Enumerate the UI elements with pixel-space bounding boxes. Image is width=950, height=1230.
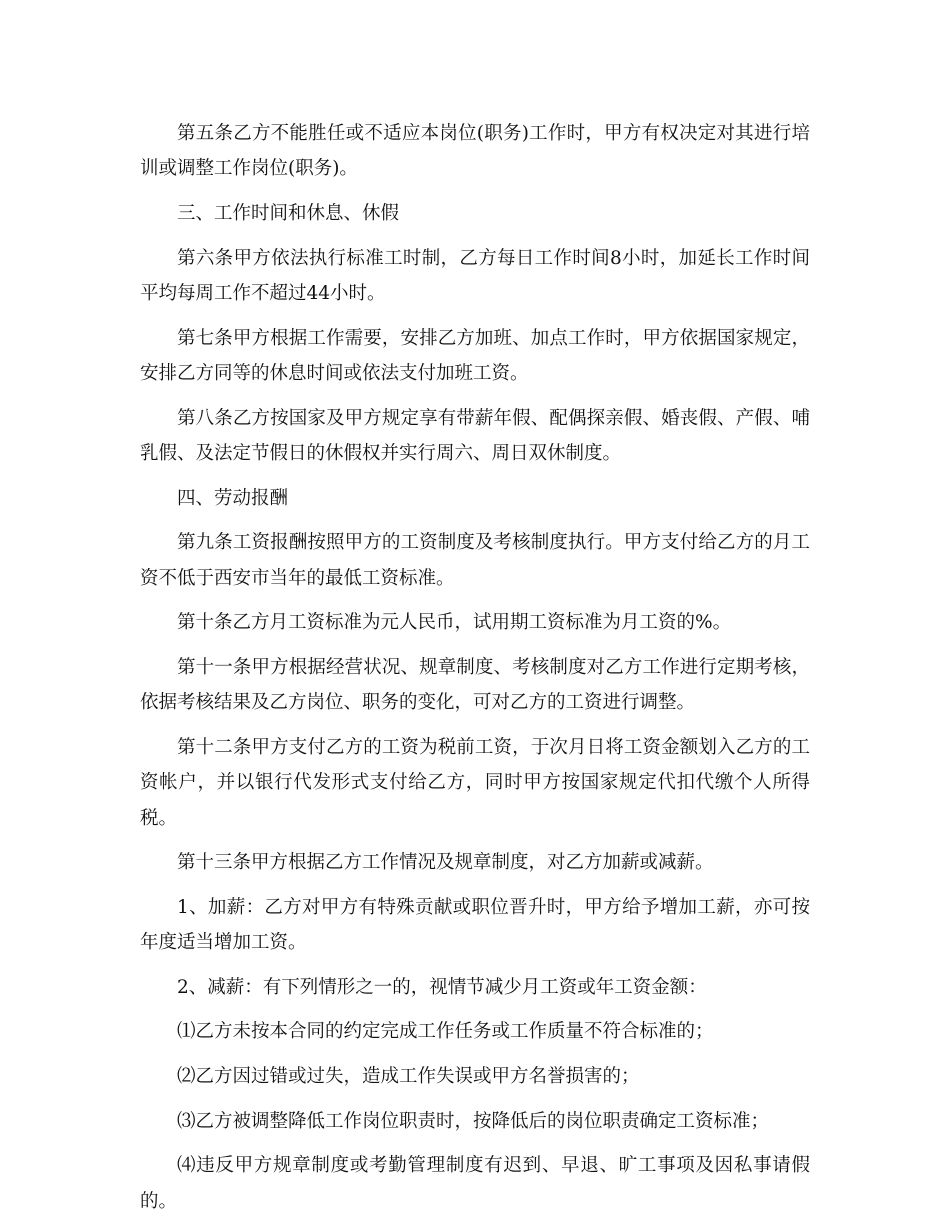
section-heading: 四、劳动报酬 — [177, 487, 289, 509]
sub-list-item: ⑴乙方未按本合同的约定完成工作任务或工作质量不符合标准的； — [177, 1021, 714, 1043]
paragraph: 第七条甲方根据工作需要，安排乙方加班、加点工作时，甲方依据国家规定，安排乙方同等的休息时间或依法支付加班工资。 — [140, 327, 810, 384]
sub-list-item: ⑵乙方因过错或过失，造成工作失误或甲方名誉损害的； — [177, 1065, 640, 1087]
sub-list-item: ⑶乙方被调整降低工作岗位职责时，按降低后的岗位职责确定工资标准； — [177, 1110, 770, 1132]
paragraph: 第五条乙方不能胜任或不适应本岗位(职务)工作时，甲方有权决定对其进行培训或调整工作岗位(职务)。 — [140, 123, 810, 180]
paragraph: 第十三条甲方根据乙方工作情况及规章制度，对乙方加薪或减薪。 — [177, 852, 714, 874]
list-item: 1、加薪：乙方对甲方有特殊贡献或职位晋升时，甲方给予增加工薪，亦可按年度适当增加工资。 — [140, 896, 810, 954]
paragraph: 第十条乙方月工资标准为元人民币，试用期工资标准为月工资的%。 — [177, 612, 732, 634]
paragraph: 第六条甲方依法执行标准工时制，乙方每日工作时间8小时，加延长工作时间平均每周工作不超过44小时。 — [140, 247, 810, 304]
paragraph: 第十二条甲方支付乙方的工资为税前工资，于次月日将工资金额划入乙方的工资帐户，并以银行代发形式支付给乙方，同时甲方按国家规定代扣代缴个人所得税。 — [140, 736, 810, 829]
sub-list-item: ⑷违反甲方规章制度或考勤管理制度有迟到、早退、旷工事项及因私事请假的。 — [140, 1155, 810, 1212]
paragraph: 第十一条甲方根据经营状况、规章制度、考核制度对乙方工作进行定期考核，依据考核结果及乙方岗位、职务的变化，可对乙方的工资进行调整。 — [140, 656, 810, 714]
paragraph: 第九条工资报酬按照甲方的工资制度及考核制度执行。甲方支付给乙方的月工资不低于西安市当年的最低工资标准。 — [140, 532, 810, 589]
list-item: 2、减薪：有下列情形之一的，视情节减少月工资或年工资金额： — [177, 976, 707, 998]
section-heading: 三、工作时间和休息、休假 — [177, 203, 400, 224]
document-body — [140, 116, 810, 1228]
paragraph: 第八条乙方按国家及甲方规定享有带薪年假、配偶探亲假、婚丧假、产假、哺乳假、及法定节假日的休假权并实行周六、周日双休制度。 — [140, 407, 810, 464]
